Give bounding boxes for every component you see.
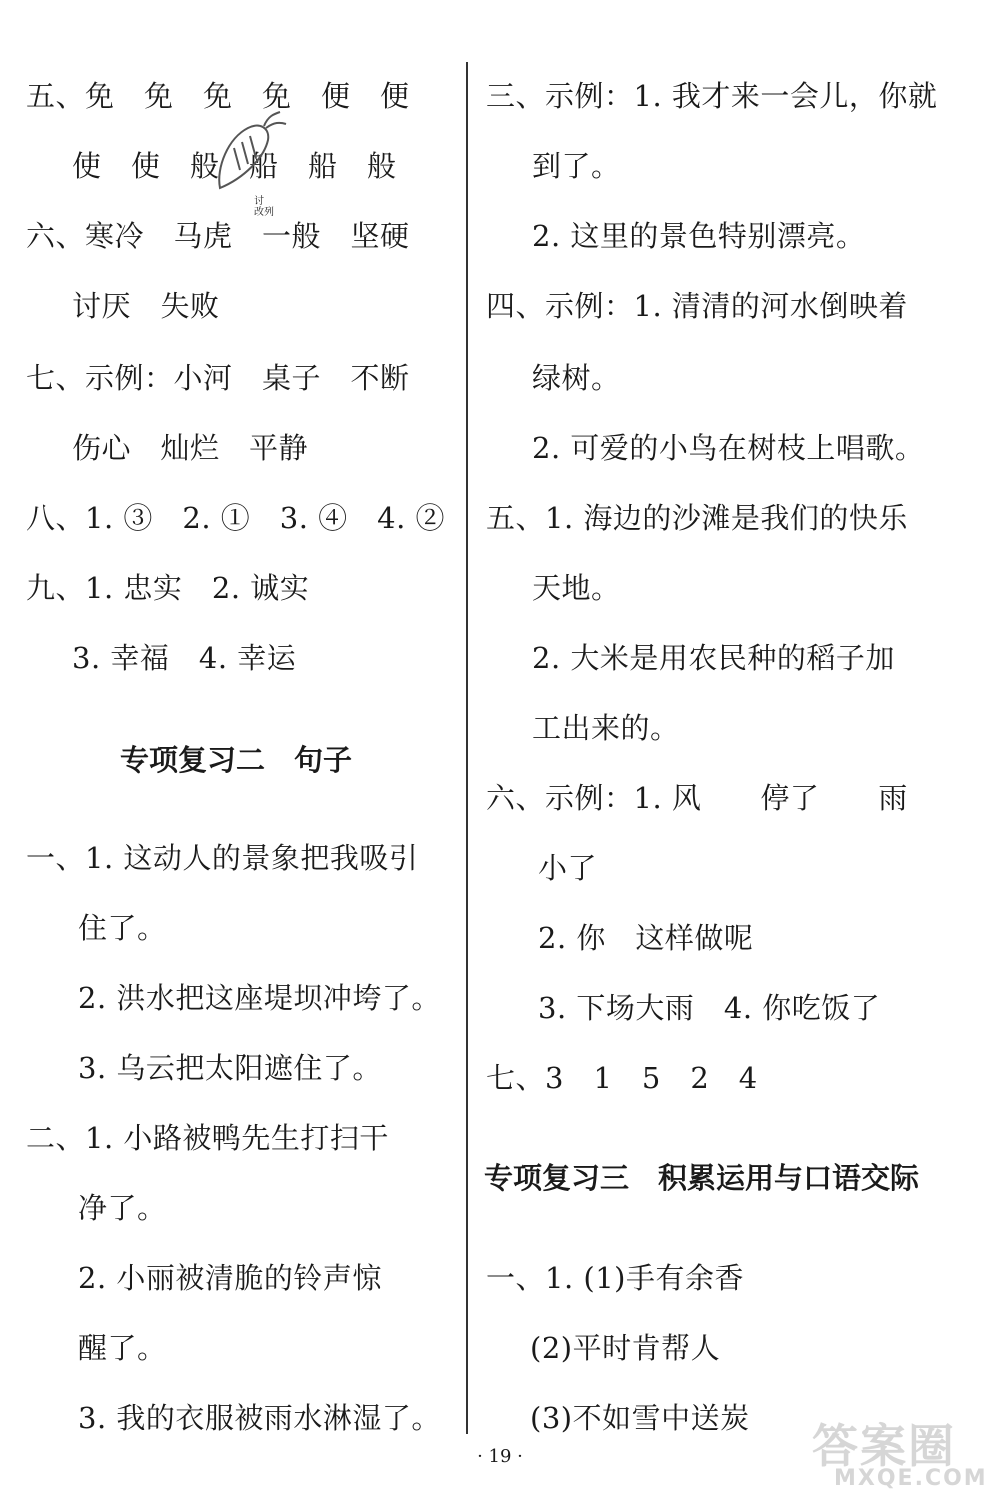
s2-q1-line2: 住了。 [78,911,167,945]
watermark-url: MXQE.COM [834,1466,988,1491]
carrot-doodle-icon [208,108,288,198]
stamp-text-2: 改列 [254,207,274,218]
right-q4-line1: 四、示例：1. 清清的河水倒映着 [486,289,908,323]
left-q6-line1: 六、寒冷 马虎 一般 坚硬 [26,219,410,253]
s2-q2-line4: 醒了。 [78,1331,167,1365]
left-q5-line2: 使 使 般 船 船 般 [72,149,397,183]
left-q8: 八、1. ③ 2. ① 3. ④ 4. ② [26,501,446,535]
right-q6-line2: 小了 [538,851,598,885]
s2-q2-line1: 二、1. 小路被鸭先生打扫干 [26,1121,389,1155]
s2-q2-line5: 3. 我的衣服被雨水淋湿了。 [78,1401,441,1435]
stamp-text-1: 讨 [254,196,264,207]
right-q3-line2: 到了。 [532,149,621,183]
section2-title: 专项复习二 句子 [120,743,353,777]
right-q4-line2: 绿树。 [532,361,621,395]
right-q6-line3: 2. 你 这样做呢 [538,921,754,955]
column-divider [466,62,468,1434]
left-q9-line2: 3. 幸福 4. 幸运 [72,641,297,675]
right-q3-line3: 2. 这里的景色特别漂亮。 [532,219,866,253]
s2-q1-line3: 2. 洪水把这座堤坝冲垮了。 [78,981,441,1015]
s2-q1-line1: 一、1. 这动人的景象把我吸引 [26,841,419,875]
page-number: · 19 · [477,1446,523,1467]
right-q5-line3: 2. 大米是用农民种的稻子加 [532,641,895,675]
right-q7: 七、3 1 5 2 4 [486,1061,758,1095]
right-q6-line1: 六、示例：1. 风 停了 雨 [486,781,908,815]
left-q7-line1: 七、示例：小河 桌子 不断 [26,361,410,395]
s3-q1-line2: (2)平时肯帮人 [530,1331,721,1365]
left-q7-line2: 伤心 灿烂 平静 [72,431,309,465]
right-q5-line2: 天地。 [532,571,621,605]
section3-title: 专项复习三 积累运用与口语交际 [484,1161,920,1195]
stamp-text [254,196,274,218]
right-q5-line4: 工出来的。 [532,711,680,745]
right-q3-line1: 三、示例：1. 我才来一会儿，你就 [486,79,938,113]
right-q4-line3: 2. 可爱的小鸟在树枝上唱歌。 [532,431,925,465]
left-q5-line1: 五、免 免 免 免 便 便 [26,79,410,113]
s2-q2-line3: 2. 小丽被清脆的铃声惊 [78,1261,382,1295]
s3-q1-line1: 一、1. (1)手有余香 [486,1261,744,1295]
watermark-logo: 答案圈 [812,1419,956,1473]
left-q9-line1: 九、1. 忠实 2. 诚实 [26,571,310,605]
s2-q1-line4: 3. 乌云把太阳遮住了。 [78,1051,382,1085]
s3-q1-line3: (3)不如雪中送炭 [530,1401,750,1435]
s2-q2-line2: 净了。 [78,1191,167,1225]
right-q5-line1: 五、1. 海边的沙滩是我们的快乐 [486,501,908,535]
right-q6-line4: 3. 下场大雨 4. 你吃饭了 [538,991,881,1025]
left-q6-line2: 讨厌 失败 [72,289,220,323]
